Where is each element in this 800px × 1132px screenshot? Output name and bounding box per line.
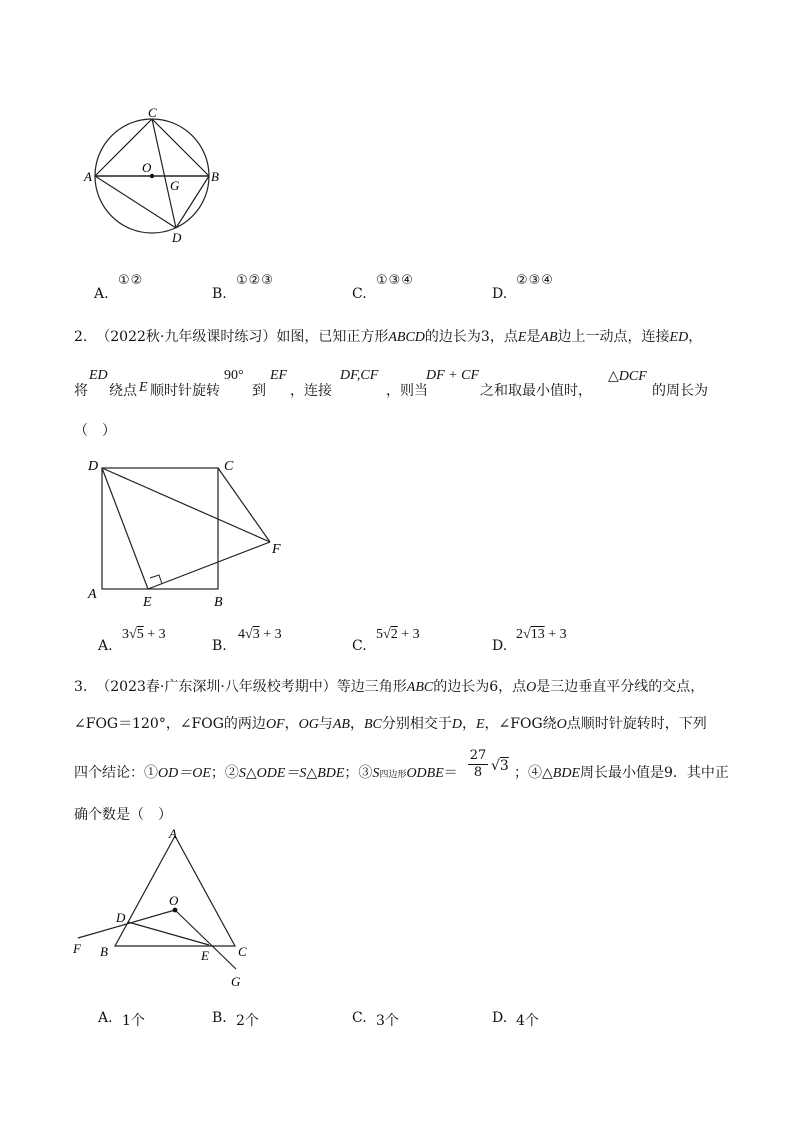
q3-math-ab: AB xyxy=(332,717,350,732)
tail: + 3 xyxy=(548,627,567,642)
q2-option-a-value: 3√5 + 3 xyxy=(122,627,166,642)
q2-option-a-letter[interactable]: A. xyxy=(98,638,113,654)
q2-math-sum: DF + CF xyxy=(426,368,479,383)
q2-label-d: D xyxy=(88,459,99,474)
q3-option-b-value: 2个 xyxy=(236,1013,259,1029)
q2-options xyxy=(98,627,698,655)
q3-label-d: D xyxy=(116,910,126,925)
q3-options xyxy=(98,1010,698,1030)
q3-text: ；② xyxy=(210,765,239,781)
q3-sqrt3: √3 xyxy=(491,758,509,774)
coef: 2 xyxy=(516,627,523,642)
q3-text: 与 xyxy=(318,716,333,732)
q2-text: 到 xyxy=(252,383,266,399)
q3-text: ；③ xyxy=(344,765,373,781)
q3-math-og: OG xyxy=(298,717,319,732)
q2-math-ab: AB xyxy=(540,330,558,345)
q2-text: 绕点 xyxy=(109,383,137,399)
q1-option-b-value: ①②③ xyxy=(236,273,274,288)
q3-text: ∠FOG＝120°，∠FOG的两边 xyxy=(74,716,266,732)
q2-text: 将 xyxy=(74,383,88,399)
q2-text: 如图，已知正方形 xyxy=(276,329,389,345)
q3-label-c: C xyxy=(238,944,247,959)
q3-text: 分别相交于 xyxy=(381,716,452,732)
tail: + 3 xyxy=(263,627,282,642)
q2-math-ef: EF xyxy=(270,368,288,383)
q2-text: ，连接 xyxy=(290,383,332,399)
q2-text: 的边长为3，点 xyxy=(424,329,518,345)
q1-circle-figure xyxy=(80,100,230,250)
q3-option-c-letter[interactable]: C. xyxy=(352,1010,367,1026)
radicand: 5 xyxy=(136,627,144,642)
q2-source: （2022秋·九年级课时练习） xyxy=(96,329,277,345)
q3-math-e: E xyxy=(475,717,485,732)
q3-line3-left xyxy=(74,762,458,782)
q3-label-o: O xyxy=(169,893,179,908)
q2-math-ed2: ED xyxy=(89,368,108,383)
q1-label-c: C xyxy=(148,105,157,120)
q1-option-d-letter[interactable]: D. xyxy=(492,286,508,302)
q2-option-b-value: 4√3 + 3 xyxy=(238,627,282,642)
q1-option-c-letter[interactable]: C. xyxy=(352,286,367,302)
q3-math-sub: 四边形 xyxy=(379,770,407,780)
q3-math-bc: BC xyxy=(363,717,382,732)
q3-math-s: S xyxy=(372,766,380,781)
q3-text: ， xyxy=(284,716,299,732)
q3-math-bde: BDE xyxy=(552,766,580,781)
q2-label-b: B xyxy=(214,595,223,610)
q3-text: 周长最小值是9．其中正 xyxy=(580,765,729,781)
q3-text: 点顺时针旋转时，下列 xyxy=(566,716,707,732)
q1-label-b: B xyxy=(211,169,219,184)
q3-option-a-letter[interactable]: A. xyxy=(98,1010,113,1026)
q3-math-odbe: ODBE xyxy=(406,766,444,781)
q2-text: 的周长为 xyxy=(652,383,708,399)
q3-radicand: 3 xyxy=(499,758,509,774)
q1-options xyxy=(94,273,694,303)
coef: 3 xyxy=(122,627,129,642)
q3-option-d-letter[interactable]: D. xyxy=(492,1010,508,1026)
q1-option-b-letter[interactable]: B. xyxy=(212,286,227,302)
q2-label-f: F xyxy=(272,542,281,557)
q3-text: ＝ xyxy=(443,765,458,781)
q3-label-a: A xyxy=(169,826,177,841)
q3-math-d: D xyxy=(451,717,462,732)
q3-text: 是三边垂直平分线的交点， xyxy=(536,679,705,695)
q3-line1 xyxy=(74,676,704,696)
q2-math-e2: E xyxy=(139,380,148,395)
coef: 4 xyxy=(238,627,245,642)
q3-line4: 确个数是（ ） xyxy=(74,807,172,823)
q3-label-b: B xyxy=(100,944,108,959)
q3-option-c-value: 3个 xyxy=(376,1013,399,1029)
q2-option-d-value: 2√13 + 3 xyxy=(516,627,567,642)
q3-conclusion-2: S△ODE＝S△BDE xyxy=(238,766,345,781)
q2-option-c-value: 5√2 + 3 xyxy=(376,627,420,642)
q1-label-d: D xyxy=(172,230,182,245)
q2-number: 2. xyxy=(74,329,88,345)
q3-math-o2: O xyxy=(556,717,567,732)
q3-triangle-figure xyxy=(68,826,268,996)
q2-option-c-letter[interactable]: C. xyxy=(352,638,367,654)
tail: + 3 xyxy=(147,627,166,642)
q1-label-a: A xyxy=(84,169,92,184)
q3-text: （2023春·广东深圳·八年级校考期中）等边三角形 xyxy=(96,679,407,695)
q2-text: 是 xyxy=(526,329,541,345)
q2-math-tri: △DCF xyxy=(608,369,647,384)
q2-text: ，则当 xyxy=(386,383,428,399)
q1-option-a-value: ①② xyxy=(118,273,144,288)
radicand: 2 xyxy=(390,627,398,642)
q2-option-d-letter[interactable]: D. xyxy=(492,638,508,654)
q2-text: 顺时针旋转 xyxy=(150,383,220,399)
q3-label-g: G xyxy=(231,974,241,989)
q2-text: ， xyxy=(688,329,703,345)
q2-math-e: E xyxy=(517,330,527,345)
radicand: 3 xyxy=(252,627,260,642)
q2-option-b-letter[interactable]: B. xyxy=(212,638,227,654)
q3-number: 3. xyxy=(74,679,88,695)
q2-square-figure xyxy=(80,450,300,615)
q2-text: 之和取最小值时， xyxy=(480,383,592,399)
q3-text: ， xyxy=(349,716,364,732)
q3-line3-right xyxy=(514,762,729,782)
tail: + 3 xyxy=(401,627,420,642)
q2-math-ed: ED xyxy=(669,330,689,345)
q3-fraction-den: 8 xyxy=(473,765,483,780)
q3-line2 xyxy=(74,713,707,733)
q3-math-o: O xyxy=(526,680,537,695)
q2-math-dfcf: DF,CF xyxy=(340,368,379,383)
q3-fraction xyxy=(468,748,488,781)
q1-label-o: O xyxy=(142,160,152,175)
q3-option-a-value: 1个 xyxy=(122,1013,145,1029)
q3-text: ；④△ xyxy=(514,765,553,781)
q2-text: 边上一动点，连接 xyxy=(557,329,670,345)
q1-option-d-value: ②③④ xyxy=(516,273,554,288)
q1-label-g: G xyxy=(170,178,180,193)
q3-line3 xyxy=(74,748,774,792)
q1-option-c-value: ①③④ xyxy=(376,273,414,288)
q3-text: 的边长为6，点 xyxy=(433,679,527,695)
q3-option-b-letter[interactable]: B. xyxy=(212,1010,227,1026)
q3-text: ， xyxy=(461,716,476,732)
q3-option-d-value: 4个 xyxy=(516,1013,539,1029)
q2-math-angle: 90° xyxy=(224,368,244,383)
q2-label-a: A xyxy=(88,587,97,602)
q2-label-e: E xyxy=(143,595,152,610)
q2-paren: （ ） xyxy=(74,423,116,439)
q3-math-of: OF xyxy=(265,717,285,732)
q1-option-a-letter[interactable]: A. xyxy=(94,286,109,302)
q2-line1 xyxy=(74,326,702,346)
q3-fraction-num: 27 xyxy=(469,748,487,763)
q3-conclusion-1: OD＝OE xyxy=(158,766,211,781)
q3-label-f: F xyxy=(73,941,81,956)
q3-text: ，∠FOG绕 xyxy=(484,716,557,732)
q3-label-e: E xyxy=(201,948,209,963)
q2-label-c: C xyxy=(224,459,234,474)
q3-text: 四个结论：① xyxy=(74,765,158,781)
q3-math-abc: ABC xyxy=(406,680,434,695)
radicand: 13 xyxy=(530,627,545,642)
q2-math-abcd: ABCD xyxy=(388,330,425,345)
coef: 5 xyxy=(376,627,383,642)
q2-line2 xyxy=(74,368,774,398)
